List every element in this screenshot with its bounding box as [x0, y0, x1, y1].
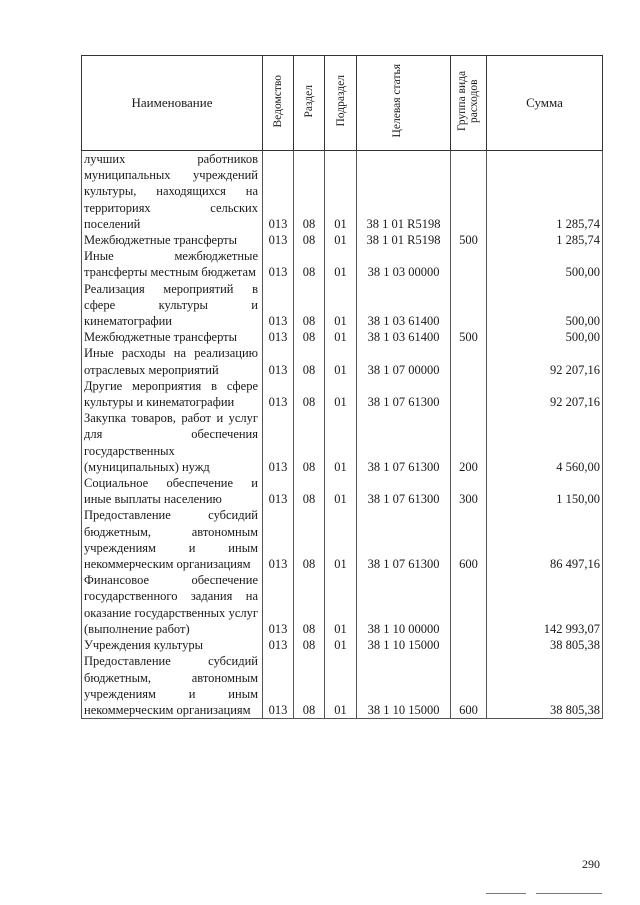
cell-razdel: 08 [294, 378, 325, 410]
cell-vedomstvo: 013 [263, 410, 294, 475]
cell-summa: 500,00 [487, 248, 603, 280]
table-row [82, 281, 603, 330]
cell-name: лучших работников муниципальных учреждений культуры, находящихся на территориях сельских поселений [82, 151, 263, 233]
footer-rule [536, 893, 602, 894]
cell-summa: 142 993,07 [487, 572, 603, 637]
cell-vedomstvo: 013 [263, 653, 294, 718]
table-row [82, 378, 603, 410]
cell-name: Закупка товаров, работ и услуг для обеспечения государственных (муниципальных) нужд [82, 410, 263, 475]
cell-vedomstvo: 013 [263, 281, 294, 330]
cell-celevaya: 38 1 01 R5198 [357, 232, 451, 248]
table-header [82, 56, 603, 151]
header-name-text: Наименование [131, 95, 213, 110]
cell-celevaya: 38 1 07 61300 [357, 507, 451, 572]
budget-document [81, 55, 602, 850]
header-podrazdel [325, 56, 357, 151]
cell-gruppa [451, 248, 487, 280]
cell-vedomstvo: 013 [263, 329, 294, 345]
cell-podrazdel: 01 [325, 637, 357, 653]
header-name [82, 56, 263, 151]
cell-celevaya: 38 1 07 61300 [357, 410, 451, 475]
table-row [82, 410, 603, 475]
cell-celevaya: 38 1 07 61300 [357, 378, 451, 410]
table-row [82, 345, 603, 377]
cell-celevaya: 38 1 10 00000 [357, 572, 451, 637]
cell-gruppa [451, 345, 487, 377]
cell-gruppa: 200 [451, 410, 487, 475]
header-gruppa-text: Группа вида расходов [455, 70, 480, 132]
footer-rule [486, 893, 526, 894]
cell-razdel: 08 [294, 329, 325, 345]
header-summa [487, 56, 603, 151]
cell-podrazdel: 01 [325, 248, 357, 280]
cell-podrazdel: 01 [325, 475, 357, 507]
header-summa-text: Сумма [526, 95, 563, 110]
cell-vedomstvo: 013 [263, 378, 294, 410]
cell-gruppa [451, 572, 487, 637]
cell-razdel: 08 [294, 475, 325, 507]
table-row [82, 572, 603, 637]
cell-celevaya: 38 1 03 61400 [357, 329, 451, 345]
cell-name: Межбюджетные трансферты [82, 329, 263, 345]
cell-podrazdel: 01 [325, 653, 357, 718]
cell-celevaya: 38 1 07 00000 [357, 345, 451, 377]
cell-summa: 4 560,00 [487, 410, 603, 475]
cell-celevaya: 38 1 03 00000 [357, 248, 451, 280]
cell-vedomstvo: 013 [263, 345, 294, 377]
budget-table [81, 55, 603, 719]
header-podrazdel-text: Подраздел [334, 75, 347, 127]
cell-name: Предоставление субсидий бюджетным, автономным учреждениям и иным некоммерческим организациям [82, 653, 263, 718]
cell-celevaya: 38 1 10 15000 [357, 653, 451, 718]
header-vedomstvo-text: Ведомство [272, 74, 284, 128]
cell-name: Иные расходы на реализацию отраслевых мероприятий [82, 345, 263, 377]
cell-summa: 1 285,74 [487, 151, 603, 233]
cell-gruppa [451, 637, 487, 653]
cell-name: Иные межбюджетные трансферты местным бюджетам [82, 248, 263, 280]
cell-razdel: 08 [294, 345, 325, 377]
page-number: 290 [582, 857, 600, 871]
cell-vedomstvo: 013 [263, 475, 294, 507]
cell-razdel: 08 [294, 410, 325, 475]
cell-summa: 38 805,38 [487, 637, 603, 653]
table-row [82, 475, 603, 507]
cell-gruppa: 300 [451, 475, 487, 507]
cell-gruppa: 500 [451, 329, 487, 345]
cell-vedomstvo: 013 [263, 507, 294, 572]
cell-podrazdel: 01 [325, 507, 357, 572]
table-row [82, 329, 603, 345]
table-row [82, 232, 603, 248]
header-celevaya [357, 56, 451, 151]
cell-summa: 1 285,74 [487, 232, 603, 248]
cell-gruppa: 500 [451, 232, 487, 248]
cell-razdel: 08 [294, 507, 325, 572]
table-row [82, 507, 603, 572]
cell-podrazdel: 01 [325, 572, 357, 637]
cell-vedomstvo: 013 [263, 232, 294, 248]
header-razdel-text: Раздел [303, 84, 315, 118]
cell-gruppa [451, 151, 487, 233]
cell-summa: 92 207,16 [487, 378, 603, 410]
cell-celevaya: 38 1 01 R5198 [357, 151, 451, 233]
header-gruppa [451, 56, 487, 151]
cell-name: Предоставление субсидий бюджетным, автономным учреждениям и иным некоммерческим организациям [82, 507, 263, 572]
table-body [82, 151, 603, 719]
cell-vedomstvo: 013 [263, 248, 294, 280]
cell-podrazdel: 01 [325, 232, 357, 248]
cell-razdel: 08 [294, 637, 325, 653]
cell-gruppa: 600 [451, 507, 487, 572]
header-razdel [294, 56, 325, 151]
cell-celevaya: 38 1 03 61400 [357, 281, 451, 330]
header-celevaya-text: Целевая статья [390, 64, 403, 138]
cell-podrazdel: 01 [325, 329, 357, 345]
cell-podrazdel: 01 [325, 151, 357, 233]
cell-celevaya: 38 1 07 61300 [357, 475, 451, 507]
cell-name: Финансовое обеспечение государственного задания на оказание государственных услуг (выполнение работ) [82, 572, 263, 637]
cell-summa: 92 207,16 [487, 345, 603, 377]
cell-summa: 1 150,00 [487, 475, 603, 507]
table-row [82, 637, 603, 653]
cell-gruppa [451, 281, 487, 330]
table-row [82, 248, 603, 280]
cell-vedomstvo: 013 [263, 637, 294, 653]
cell-podrazdel: 01 [325, 378, 357, 410]
cell-summa: 500,00 [487, 281, 603, 330]
cell-podrazdel: 01 [325, 281, 357, 330]
cell-name: Социальное обеспечение и иные выплаты населению [82, 475, 263, 507]
cell-summa: 86 497,16 [487, 507, 603, 572]
table-row [82, 151, 603, 233]
cell-summa: 500,00 [487, 329, 603, 345]
cell-razdel: 08 [294, 281, 325, 330]
cell-name: Реализация мероприятий в сфере культуры и кинематографии [82, 281, 263, 330]
cell-gruppa: 600 [451, 653, 487, 718]
cell-podrazdel: 01 [325, 410, 357, 475]
cell-podrazdel: 01 [325, 345, 357, 377]
cell-razdel: 08 [294, 151, 325, 233]
cell-razdel: 08 [294, 232, 325, 248]
cell-vedomstvo: 013 [263, 572, 294, 637]
cell-name: Учреждения культуры [82, 637, 263, 653]
cell-razdel: 08 [294, 248, 325, 280]
cell-vedomstvo: 013 [263, 151, 294, 233]
table-row [82, 653, 603, 718]
cell-celevaya: 38 1 10 15000 [357, 637, 451, 653]
cell-name: Межбюджетные трансферты [82, 232, 263, 248]
cell-name: Другие мероприятия в сфере культуры и кинематографии [82, 378, 263, 410]
cell-summa: 38 805,38 [487, 653, 603, 718]
cell-razdel: 08 [294, 572, 325, 637]
cell-gruppa [451, 378, 487, 410]
header-vedomstvo [263, 56, 294, 151]
cell-razdel: 08 [294, 653, 325, 718]
